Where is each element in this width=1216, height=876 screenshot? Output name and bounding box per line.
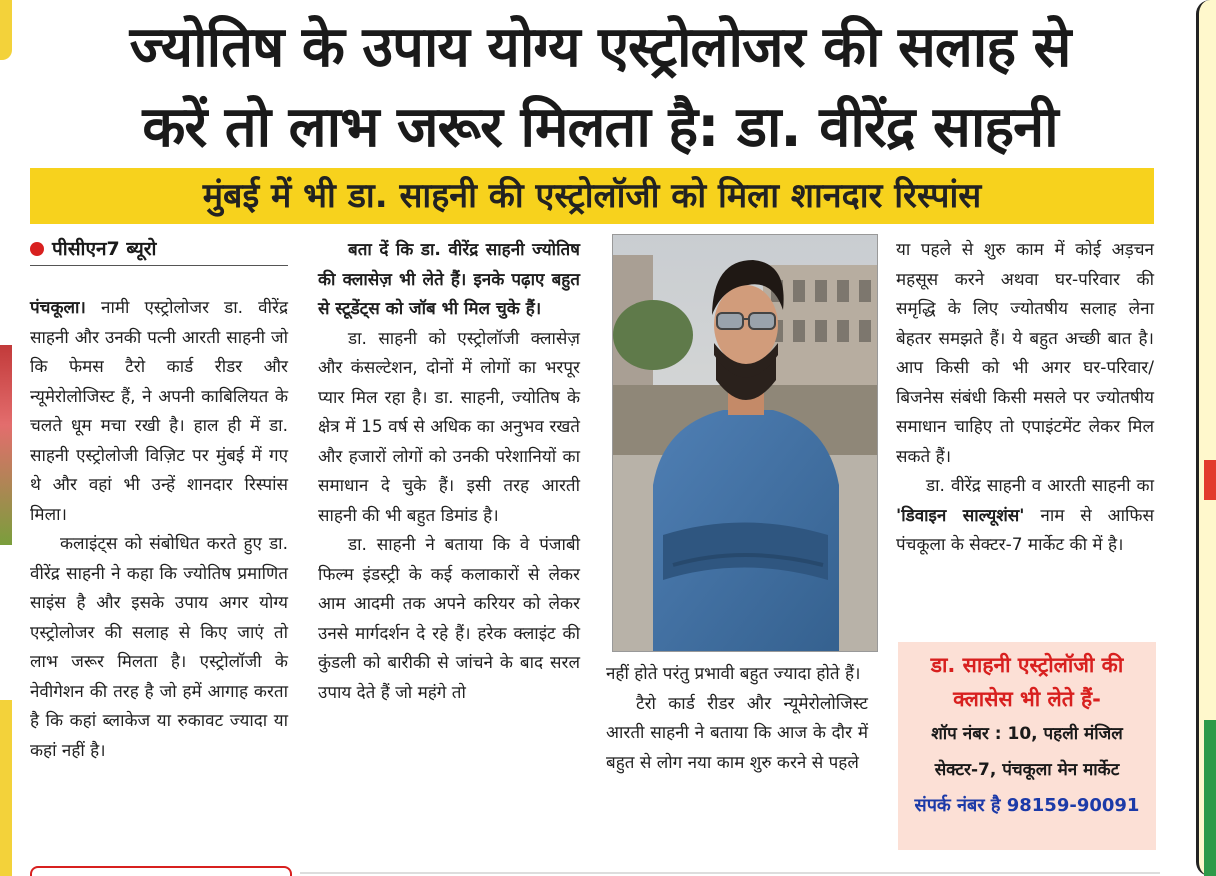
col1-paragraph-1: [30, 294, 288, 530]
col2-lead-text: बता दें कि डा. वीरेंद्र साहनी ज्योतिष की क्लासेज़ भी लेते हैं। इनके पढ़ाए बहुत से स्टूडेंट्स को जॉब भी मिल चुके हैं।: [318, 240, 580, 319]
dateline: पंचकूला।: [30, 298, 86, 318]
col2-lead-paragraph: [318, 236, 580, 325]
col4-paragraph-1: या पहले से शुरु काम में कोई अड़चन महसूस करने अथवा घर-परिवार की समृद्धि के लिए ज्योतषीय सलाह लेना बेहतर समझते हैं। ये बहुत अच्छी बात है। आप किसी को भी अगर घर-परिवार/बिजनेस संबंधी किसी मसले पर ज्योतषीय समाधान चाहिए तो एपाइंटमेंट लेकर मिल सकते हैं।: [896, 240, 1154, 467]
ad-line-1: डा. साहनी एस्ट्रोलॉजी की: [930, 653, 1124, 677]
left-page-edge: [0, 0, 14, 876]
col2-paragraph-2: डा. साहनी ने बताया कि वे पंजाबी फिल्म इंडस्ट्री के कई कलाकारों से लेकर आम आदमी तक अपने करियर को लेकर उनसे मार्गदर्शन दे रहे हैं। हरेक क्लाइंट की कुंडली को बारीकी से जांचने के बाद सरल उपाय देते हैं जो महंगे तो: [318, 535, 580, 703]
shop-address: शॉप नंबर : 10, पहली मंजिल: [931, 724, 1123, 744]
headline-line-1: ज्योतिष के उपाय योग्य एस्ट्रोलोजर की सलाह से: [129, 15, 1071, 80]
article-column-2: [318, 236, 580, 708]
left-edge-photo-strip: [0, 345, 12, 545]
headline: [30, 8, 1170, 168]
bottom-divider: [300, 872, 1160, 874]
col3-paragraph-2: टैरो कार्ड रीडर और न्यूमेरोलोजिस्ट आरती साहनी ने बताया कि आज के दौर में बहुत से लोग नया काम शुरु करने से पहले: [606, 693, 868, 773]
article-column-3: [606, 660, 868, 778]
right-page-edge: [1196, 0, 1216, 876]
left-edge-strip-top: [0, 0, 12, 60]
right-edge-green-mark: [1204, 720, 1216, 876]
headline-line-2: करें तो लाभ जरूर मिलता है: डा. वीरेंद्र साहनी: [142, 95, 1058, 160]
col4-paragraph-2: [896, 472, 1154, 561]
col1-paragraph-2: कलाइंट्स को संबोधित करते हुए डा. वीरेंद्र साहनी ने कहा कि ज्योतिष प्रमाणित साइंस है और इसके उपाय अगर योग्य एस्ट्रोलोजर की सलाह से किए जाएं तो लाभ जरूर मिलता है। एस्ट्रोलॉजी के नेवीगेशन की तरह है जो हमें आगाह करता है कि कहां ब्लाकेज या रुकावट ज्यादा या कहां नहीं है।: [30, 534, 288, 761]
contact-number: संपर्क नंबर है 98159-90091: [914, 795, 1140, 816]
col4-p2-end: नाम से आफिस पंचकूला के सेक्टर-7 मार्केट की में है।: [896, 505, 1154, 555]
article-column-4: [896, 236, 1154, 561]
bullet-dot-icon: [30, 242, 44, 256]
classes-info-box: [898, 642, 1156, 850]
ad-line-2: क्लासेस भी लेते हैं-: [953, 687, 1101, 711]
portrait-photo-illustration: [613, 235, 878, 652]
byline: [30, 234, 288, 266]
subheadline: मुंबई में भी डा. साहनी की एस्ट्रोलॉजी को मिला शानदार रिस्पांस: [30, 168, 1154, 224]
portrait-photo: [612, 234, 878, 652]
market-address: सेक्टर-7, पंचकूला मेन मार्केट: [934, 760, 1120, 780]
right-edge-red-mark: [1204, 460, 1216, 500]
col1-p1-text: नामी एस्ट्रोलोजर डा. वीरेंद्र साहनी और उनकी पत्नी आरती साहनी जो कि फेमस टैरो कार्ड रीडर और न्यूमेरोलोजिस्ट हैं, ने अपनी काबिलियत के चलते धूम मचा रखी है। हाल ही में डा. साहनी एस्ट्रोलोजी विज़िट पर मुंबई में गए थे और वहां भी उन्हें शानदार रिस्पांस मिला।: [30, 298, 288, 525]
col2-paragraph-1: डा. साहनी को एस्ट्रोलॉजी क्लासेज़ और कंसल्टेशन, दोनों में लोगों का भरपूर प्यार मिल रहा है। डा. साहनी, ज्योतिष के क्षेत्र में 15 वर्ष से अधिक का अनुभव रखते और हजारों लोगों को उनकी परेशानियों का समाधान दे चुके हैं। इसी तरह आरती साहनी की भी बहुत डिमांड है।: [318, 328, 580, 526]
byline-text: पीसीएन7 ब्यूरो: [52, 238, 157, 260]
company-name: 'डिवाइन साल्यूशंस': [896, 505, 1025, 526]
left-edge-strip-bottom: [0, 700, 12, 876]
col3-paragraph-1: नहीं होते परंतु प्रभावी बहुत ज्यादा होते हैं।: [606, 664, 861, 684]
article-column-1: [30, 294, 288, 766]
col4-p2-start: डा. वीरेंद्र साहनी व आरती साहनी का: [926, 476, 1154, 496]
bottom-tab-outline: [30, 866, 292, 876]
